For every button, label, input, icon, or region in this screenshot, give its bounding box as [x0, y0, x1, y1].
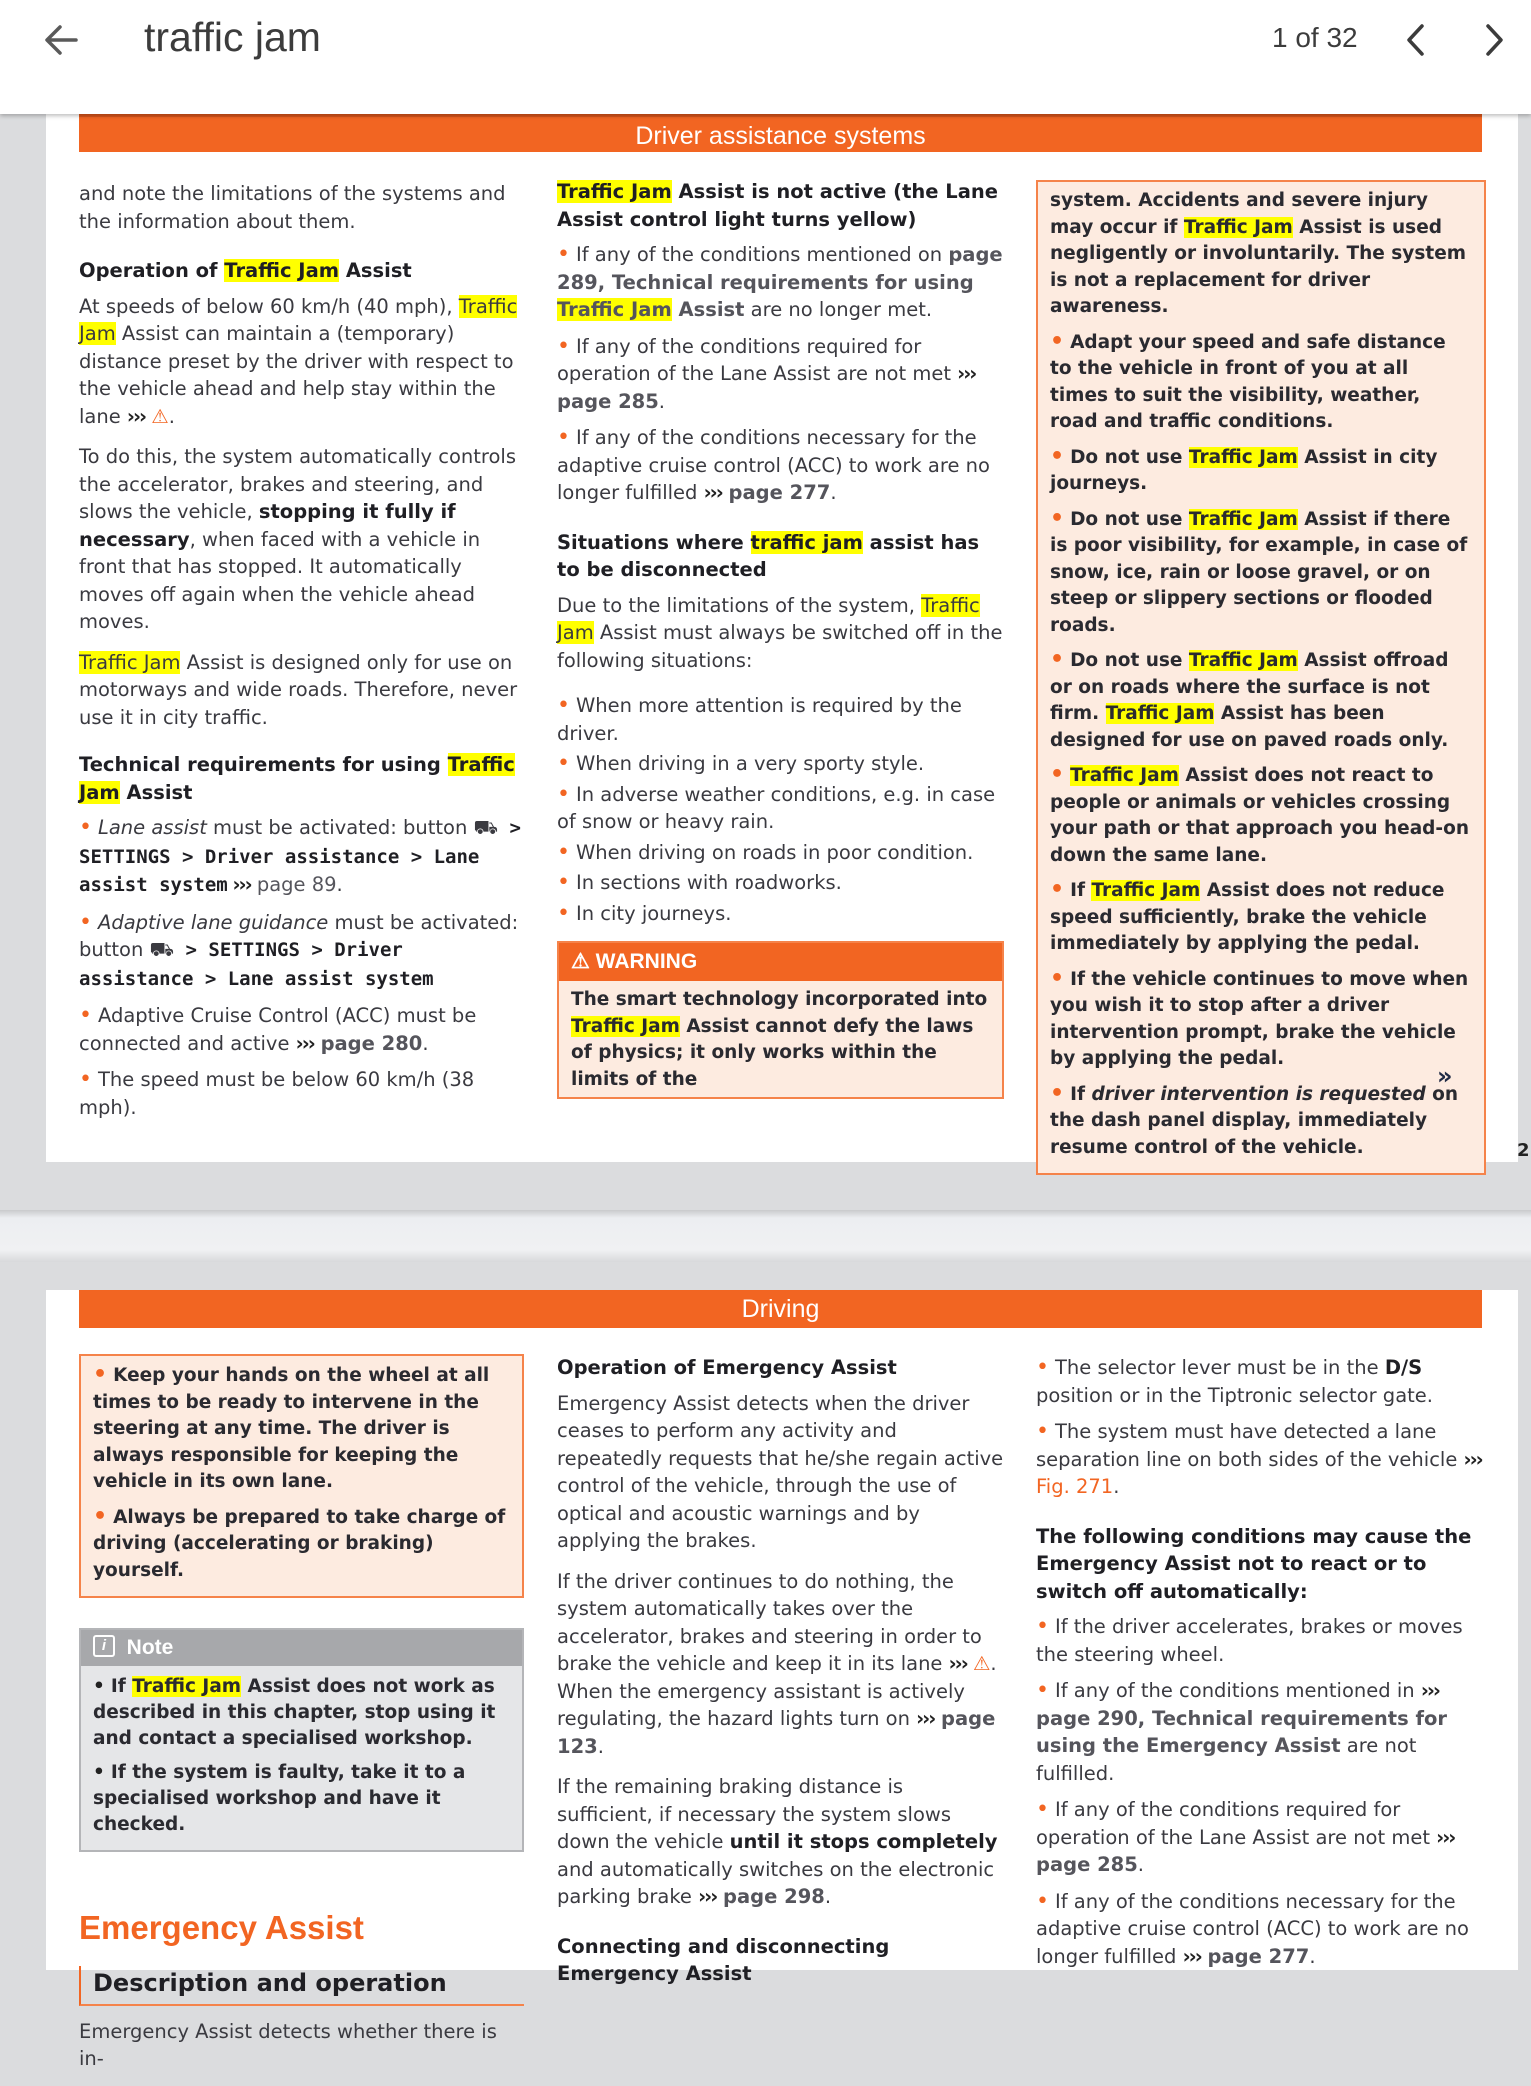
list-item: • When driving in a very sporty style. [557, 751, 925, 776]
search-highlight[interactable]: Traffic Jam [1105, 703, 1215, 724]
paragraph: To do this, the system automatically controls the accelerator, brakes and steering, and slows the vehicle, stopping it fully if necessary, when faced with a vehicle in front that has stopped. It automatically moves off again when the vehicle ahead moves. [79, 445, 516, 633]
search-query[interactable]: traffic jam [144, 14, 321, 60]
search-highlight[interactable]: Traffic Jam [79, 753, 515, 804]
list-item: • If the driver accelerates, brakes or moves the steering wheel. [1036, 1614, 1463, 1666]
car-menu-icon: ⛟ [473, 816, 499, 839]
page-link[interactable]: page 298 [716, 1885, 825, 1908]
section-title: Emergency Assist [79, 1909, 364, 1946]
search-highlight[interactable]: traffic jam [750, 530, 863, 554]
search-highlight[interactable]: Traffic Jam [571, 1015, 680, 1037]
page-separator [0, 1210, 1531, 1262]
search-highlight[interactable]: Traffic Jam [1070, 765, 1179, 786]
warning-item: • Adapt your speed and safe distance to the vehicle in front of you at all times to suit the visibility, weather, road and traffic conditions. [1050, 328, 1446, 432]
warning-item: • Always be prepared to take charge of driving (accelerating or braking) yourself. [93, 1503, 506, 1581]
list-item: • If any of the conditions required for operation of the Lane Assist are not met ››› page 285. [557, 333, 976, 413]
page-link[interactable]: page 277 [1200, 1944, 1310, 1968]
info-icon: i [93, 1635, 115, 1657]
list-item: • In city journeys. [557, 900, 732, 926]
heading-not-active: Traffic Jam Assist is not active (the Lane Assist control light turns yellow) [557, 180, 999, 231]
page1-column-1 [79, 180, 524, 1130]
back-button[interactable] [40, 18, 84, 62]
section-banner: Driver assistance systems [79, 114, 1482, 152]
page2-column-1 [79, 1354, 524, 2086]
paragraph: If the remaining braking distance is sufficient, if necessary the system slows down the vehicle until it stops completely and automatically switches on the electronic parking brake ››› page 298. [557, 1775, 998, 1908]
heading-situations: Situations where traffic jam assist has to be disconnected [557, 530, 980, 581]
document-page-1 [46, 114, 1518, 1162]
search-highlight[interactable]: Traffic Jam [1188, 508, 1298, 530]
inactive-conditions-list [557, 241, 1004, 507]
warning-body [81, 1356, 522, 1596]
paragraph: If the driver continues to do nothing, the system automatically takes over the accelerator, brakes and steering in order to brake the vehicle and keep it in its lane ››› ⚠. When the emergency assistant is actively regulating, the hazard lights turn on ››› page 123. [557, 1569, 997, 1758]
warning-item: • If driver intervention is requested on the dash panel display, immediately resume control of the vehicle. [1050, 1080, 1459, 1158]
note-item: • If the system is faulty, take it to a specialised workshop and have it checked. [93, 1762, 466, 1835]
page-link[interactable]: page 285 [557, 389, 659, 413]
search-highlight[interactable]: Traffic Jam [1091, 880, 1201, 901]
page-link[interactable]: page 285 [1036, 1853, 1138, 1876]
list-item: • In adverse weather conditions, e.g. in case of snow or heavy rain. [557, 781, 996, 833]
requirements-list [1036, 1354, 1486, 1501]
list-item: • When more attention is required by the driver. [557, 693, 962, 745]
warning-item: • If the vehicle continues to move when you wish it to stop after a driver intervention prompt, brake the vehicle by applying the pedal. [1050, 965, 1469, 1069]
warning-triangle-icon: ⚠ [571, 950, 590, 973]
chevron-right-icon [1476, 20, 1512, 60]
search-highlight[interactable]: Traffic Jam [557, 593, 980, 644]
page1-column-3 [1036, 180, 1486, 1175]
page-link[interactable]: page 290, Technical requirements for using the Emergency Assist [1036, 1706, 1447, 1757]
warning-box-continued [79, 1354, 524, 1598]
previous-result-button[interactable] [1398, 20, 1434, 60]
search-highlight[interactable]: Traffic Jam [224, 259, 340, 282]
list-item: • If any of the conditions mentioned on page 289, Technical requirements for using Traffic Jam Assist are no longer met. [557, 242, 1003, 321]
heading-conditions: The following conditions may cause the Emergency Assist not to react or to switch off automatically: [1036, 1524, 1472, 1603]
subsection-title: Description and operation [79, 1966, 524, 2006]
warning-item: • Traffic Jam Assist does not react to people or animals or vehicles crossing your path or that approach you head-on down the same lane. [1050, 762, 1469, 866]
conditions-list [1036, 1613, 1486, 1970]
warning-item: • Keep your hands on the wheel at all times to be ready to intervene in the steering at any time. The driver is always responsible for keeping the vehicle in its own lane. [93, 1362, 490, 1492]
paragraph: Due to the limitations of the system, Traffic Jam Assist must always be switched off in the following situations: [557, 593, 1003, 672]
list-item: • If any of the conditions mentioned in ››› page 290, Technical requirements for using the Emergency Assist are not fulfilled. [1036, 1678, 1447, 1785]
warning-item: • Do not use Traffic Jam Assist in city journeys. [1050, 443, 1438, 494]
note-box [79, 1628, 524, 1852]
heading-operation-emergency: Operation of Emergency Assist [557, 1356, 897, 1379]
situations-list [557, 692, 1004, 927]
warning-triangle-icon[interactable]: ⚠ [151, 404, 169, 428]
page2-column-2 [557, 1354, 1004, 1996]
paragraph: Emergency Assist detects when the driver ceases to perform any activity and repeatedly requests that he/she regain active control of the vehicle, through the use of optical and acoustic warnings and by applying the brakes. [557, 1391, 1004, 1552]
list-item: • The speed must be below 60 km/h (38 mph). [79, 1067, 475, 1119]
document-page-2 [46, 1290, 1518, 2070]
warning-triangle-icon[interactable]: ⚠ [972, 1652, 991, 1675]
search-highlight[interactable]: Traffic Jam [79, 650, 181, 674]
chevron-left-icon [1398, 20, 1434, 60]
paragraph: At speeds of below 60 km/h (40 mph), Traffic Jam Assist can maintain a (temporary) distance preset by the driver with respect to the vehicle ahead and help stay within the lane ››› ⚠. [79, 294, 518, 428]
figure-link[interactable]: Fig. 271 [1036, 1475, 1114, 1498]
warning-box [557, 941, 1004, 1099]
note-body [81, 1666, 522, 1850]
page-link[interactable]: page 289, Technical requirements for using Traffic Jam Assist [557, 243, 1003, 321]
page2-column-3 [1036, 1354, 1486, 1979]
search-highlight[interactable]: Traffic Jam [1188, 446, 1298, 468]
note-header: i Note [81, 1630, 522, 1666]
list-item: • Adaptive lane guidance must be activated: button ⛟ > SETTINGS > Driver assistance > Lane assist system [79, 909, 519, 990]
heading-connecting: Connecting and disconnecting Emergency Assist [557, 1934, 890, 1985]
heading-technical-requirements: Technical requirements for using Traffic Jam Assist [79, 753, 515, 804]
page-link[interactable]: page 280 [313, 1031, 423, 1055]
list-item: • If any of the conditions necessary for the adaptive cruise control (ACC) to work are no longer fulfilled ››› page 277. [557, 425, 990, 504]
warning-item: • Do not use Traffic Jam Assist offroad or on roads where the surface is not firm. Traffic Jam Assist has been designed for use on paved roads only. [1050, 647, 1449, 751]
list-item: • If any of the conditions necessary for the adaptive cruise control (ACC) to work are no longer fulfilled ››› page 277. [1036, 1888, 1469, 1968]
list-item: • If any of the conditions required for operation of the Lane Assist are not met ››› page 285. [1036, 1797, 1455, 1876]
page1-column-2 [557, 178, 1004, 1099]
warning-body: The smart technology incorporated into Traffic Jam Assist cannot defy the laws of physics; it only works within the limits of the [571, 989, 988, 1090]
next-result-button[interactable] [1476, 20, 1512, 60]
warning-box-continued [1036, 180, 1486, 1175]
search-highlight[interactable]: Traffic Jam [1183, 216, 1293, 238]
search-highlight[interactable]: Traffic Jam [557, 180, 672, 203]
warning-item: • Do not use Traffic Jam Assist if there is poor visibility, for example, in case of snow, ice, rain or loose gravel, or on steep or slippery sections or flooded roads. [1050, 505, 1468, 636]
search-highlight[interactable]: Traffic Jam [1188, 650, 1298, 671]
find-in-document-bar [0, 0, 1531, 114]
paragraph: Emergency Assist detects whether there is in- [79, 2019, 497, 2070]
paragraph: Traffic Jam Assist is designed only for use on motorways and wide roads. Therefore, never use it in city traffic. [79, 650, 518, 729]
arrow-left-icon [40, 18, 84, 62]
requirements-list [79, 814, 524, 1121]
list-item: • The system must have detected a lane separation line on both sides of the vehicle ››› Fig. 271. [1036, 1419, 1482, 1498]
heading-operation: Operation of Traffic Jam Assist [79, 259, 412, 282]
page-link[interactable]: page 123 [557, 1707, 996, 1758]
list-item: • In sections with roadworks. [557, 870, 842, 895]
search-highlight[interactable]: Traffic Jam [132, 1676, 242, 1697]
list-item: • The selector lever must be in the D/S position or in the Tiptronic selector gate. [1036, 1355, 1433, 1407]
intro-paragraph: and note the limitations of the systems and the information about them. [79, 182, 506, 233]
list-item: • Lane assist must be activated: button ⛟ > SETTINGS > Driver assistance > Lane assist system ››› page 89. [79, 815, 521, 896]
warning-header: ⚠ WARNING [559, 943, 1002, 981]
list-item: • Adaptive Cruise Control (ACC) must be connected and active ››› page 280. [79, 1003, 477, 1055]
search-highlight[interactable]: Traffic Jam [557, 298, 672, 321]
section-banner: Driving [79, 1290, 1482, 1328]
page-number: 2 [1517, 1140, 1530, 1161]
page-link[interactable]: page 277 [721, 481, 831, 504]
page-link[interactable]: page 89 [250, 873, 337, 896]
result-counter: 1 of 32 [1272, 22, 1358, 53]
continued-marker: » [1437, 1062, 1453, 1090]
note-item: • If Traffic Jam Assist does not work as described in this chapter, stop using it and contact a specialised workshop. [93, 1676, 496, 1749]
search-highlight[interactable]: Traffic Jam [79, 294, 518, 345]
car-menu-icon: ⛟ [149, 938, 175, 961]
warning-item: • If Traffic Jam Assist does not reduce speed sufficiently, brake the vehicle immediately by applying the pedal. [1050, 877, 1445, 954]
list-item: • When driving on roads in poor condition. [557, 839, 974, 865]
warning-body: system. Accidents and severe injury may occur if Traffic Jam Assist is used negligently or involuntarily. The system is not a replacement for driver awareness. • Adapt your speed and safe distance to the vehicle in front of you at all times to suit the visibility, weather, road and traffic conditions. • Do not use Traffic Jam Assist in city journeys. • Do not use Traffic Jam Assist if there is poor visibility, for example, in case of snow, ice, rain or loose gravel, or on steep or slippery sections or flooded roads. • Do not use Traffic Jam Assist offroad or on roads where the surface is not firm. Traffic Jam Assist has been designed for use on paved roads only. • Traffic Jam Assist does not react to people or animals or vehicles crossing your path or that approach you head-on down the same lane. • If Traffic Jam Assist does not reduce speed sufficiently, brake the vehicle immediately by applying the pedal. • If the vehicle continues to move when you wish it to stop after a driver intervention prompt, brake the vehicle by applying the pedal. • If driver intervention is requested on the dash panel display, immediately resume control of the vehicle. [1038, 182, 1484, 1173]
